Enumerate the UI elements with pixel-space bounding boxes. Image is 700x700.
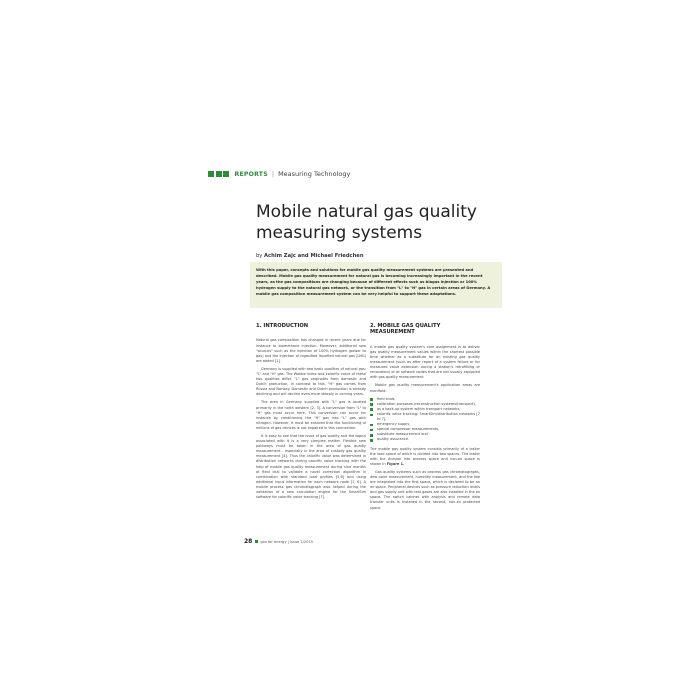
page-footer bbox=[244, 538, 313, 545]
paragraph: Natural gas composition has changed in recent years due for instance to biomethane injection. Moreover, additional new "sources" such as the injection of 100% hydrogen (power to gas) and the injection of regasified liquefied natural gas (LNG) are added [1]. bbox=[256, 338, 366, 363]
list-item: quality assurance. bbox=[370, 437, 480, 442]
list-item: as a back-up system within transport networks, bbox=[370, 407, 480, 412]
paragraph bbox=[370, 447, 480, 467]
list-item: substitute measurement and bbox=[370, 432, 480, 437]
list-item: calibration purposes (reconstruction systems/transport), bbox=[370, 402, 480, 407]
header-square-icon bbox=[216, 171, 222, 177]
abstract-text: With this paper, concepts and solutions for mobile gas quality measurement systems are presented and described. Mobile gas quality measurement for natural gas is becoming increasingly important in the recent years, as the gas compositions are changing because of different effects such as biogas injection or 100% hydrogen supply to the natural gas network, or the transition from "L" to "H" gas in certain areas of Germany. A mobile gas composition measurement system can be very helpful to support these adaptations. bbox=[256, 268, 491, 297]
paragraph: It is easy to see that the issue of gas quality and the topics associated with it is a very complex matter. Flexible new pathways must be taken in the area of gas quality measurement - especially in the area of custody gas quality measurement [4]. Thus the calorific value was determined in distribution networks during calorific value tracking with the help of mobile gas quality measurement during nine months of field trial to validate a novel correction algorithm in combination with standard load profiles [5,6] and using additional input information for each network node [1, 6]. A mobile process gas chromatograph also helped during the validation of a new calculation engine for the SmartSim software for calorific value tracking [7]. bbox=[256, 434, 366, 500]
report-header bbox=[208, 170, 350, 178]
journal-name: gas for energy | Issue 2/2015 bbox=[260, 539, 314, 544]
column-left bbox=[256, 323, 366, 503]
paragraph: Mobile gas quality measurement's application areas are manifold: bbox=[370, 383, 480, 393]
application-list bbox=[370, 397, 480, 443]
section-heading-introduction: 1. INTRODUCTION bbox=[256, 323, 309, 329]
footer-square-icon bbox=[255, 540, 258, 543]
title-line-2: measuring systems bbox=[256, 223, 423, 243]
column-right bbox=[370, 323, 480, 514]
list-item: special compressor measurements, bbox=[370, 427, 480, 432]
paragraph: Germany is supplied with two basic qualities of natural gas: "L" and "H" gas. The Wobbe index and calorific value of these two qualities differ. "L" gas originates from domestic and Dutch production, in contrast to this, "H" gas comes from Russia and Norway. Domestic and Dutch production is already declining and will decline even more steeply in coming years. bbox=[256, 366, 366, 397]
header-square-icon bbox=[208, 171, 214, 177]
paragraph-text: The mobile gas quality system consists primarily of a trailer the load space of which is divided into two spaces. The trailer with the division into process space and non-ex space is shown in bbox=[370, 446, 480, 466]
byline-prefix: by bbox=[256, 253, 263, 259]
section-label: REPORTS bbox=[234, 170, 268, 178]
byline bbox=[256, 253, 364, 259]
section-heading-mobile-measurement bbox=[370, 323, 480, 336]
page-number: 28 bbox=[244, 538, 253, 545]
paragraph: Gas quality systems such as process gas chromatographs, dew point measurement, humidity measurement, and the like are integrated into the first space, which is declared to be an ex space. Peripheral devices such as pressure reduction levels and gas supply unit with test gases are also installed in the ex space. The switch cabinet with analysis and remote data transfer units is installed in the second, non-ex protected space. bbox=[370, 469, 480, 510]
paragraph: The area in Germany supplied with "L" gas is located primarily in the north western [2, 3]. A conversion from "L" to "H" gas must occur here. This conversion can occur for instance by conditioning the "H" gas into "L" gas with nitrogen. However, it must be ensured that the functioning of millions of gas devices is not impaired in this connection. bbox=[256, 400, 366, 430]
authors: Achim Zajc and Michael Friedchen bbox=[264, 253, 364, 259]
header-separator: | bbox=[271, 170, 275, 178]
header-square-icon bbox=[223, 171, 229, 177]
list-item: emergency supply, bbox=[370, 422, 480, 427]
title-line-1: Mobile natural gas quality bbox=[256, 202, 477, 222]
list-item: calorific value tracking: SmartSim/distribution networks [7 to 7], bbox=[370, 412, 480, 422]
heading-line-1: 2. MOBILE GAS QUALITY bbox=[370, 323, 441, 329]
abstract-box bbox=[250, 262, 502, 308]
figure-reference: Figure 1. bbox=[386, 461, 405, 466]
list-item: field trials, bbox=[370, 397, 480, 402]
category-label: Measuring Technology bbox=[278, 170, 351, 178]
heading-line-2: MEASUREMENT bbox=[370, 329, 415, 336]
article-title bbox=[256, 202, 516, 244]
paragraph: A mobile gas quality system's core assignment is to deliver gas quality measurement values within the shortest possible time whether as a substitute for an existing gas quality measurement (such as after report of a system failure or for measured value extension during a station's retrofitting or renovation) or at network nodes that are not usually equipped with gas quality measurement. bbox=[370, 344, 480, 380]
